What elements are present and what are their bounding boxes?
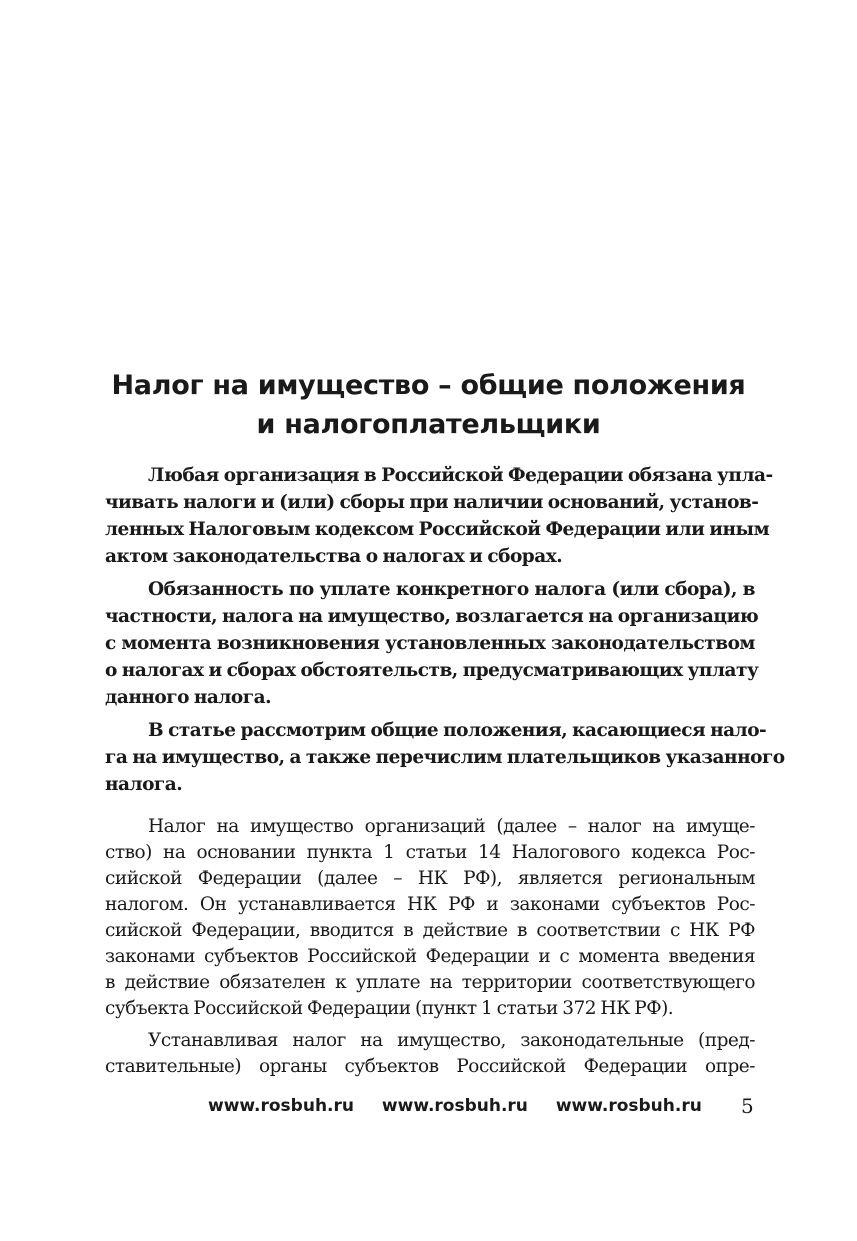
text-line: сийской Федерации, вводится в действие в соответствии с НК РФ [105,920,755,941]
text-line: ставительные) органы субъектов Российской Федерации опре- [105,1056,755,1077]
text-line: Устанавливая налог на имущество, законодательные (пред- [148,1030,755,1051]
lead-paragraph-3 [105,717,785,798]
article-title [100,366,757,444]
text-line: актом законодательства о налогах и сборах. [105,546,563,567]
article-title-line-2: и налогоплательщики [256,409,601,440]
body-section [105,814,755,1086]
text-line: в действие обязателен к уплате на территории соответствующего [105,972,755,993]
page-footer [0,1093,857,1119]
text-line: Налог на имущество организаций (далее – налог на имуще- [148,816,755,837]
footer-url: www.rosbuh.ru [555,1096,702,1116]
page-number: 5 [741,1094,754,1118]
text-line: с момента возникновения установленных законодательством [105,633,755,654]
text-line: Обязанность по уплате конкретного налога (или сбора), в [148,579,755,600]
text-line: о налогах и сборах обстоятельств, предусматривающих уплату [105,660,759,681]
text-line: ство) на основании пункта 1 статьи 14 Налогового кодекса Рос- [105,842,755,863]
text-line: законами субъектов Российской Федерации и с момента введения [105,946,755,967]
text-line: субъекта Российской Федерации (пункт 1 статьи 372 НК РФ). [105,998,674,1019]
lead-paragraph-2 [105,576,759,711]
text-line: В статье рассмотрим общие положения, касающиеся нало- [148,720,767,741]
footer-links [208,1093,724,1119]
article-title-line-1: Налог на имущество – общие положения [111,370,746,401]
text-line: чивать налоги и (или) сборы при наличии оснований, установ- [105,492,759,513]
footer-url: www.rosbuh.ru [381,1096,528,1116]
body-paragraph-2 [105,1028,755,1080]
text-line: данного налога. [105,687,272,708]
lead-paragraph-1 [105,462,773,570]
text-line: налогом. Он устанавливается НК РФ и законами субъектов Рос- [105,894,755,915]
text-line: налога. [105,774,183,795]
body-paragraph-1 [105,814,755,1022]
lead-section [105,462,785,804]
text-line: ленных Налоговым кодексом Российской Федерации или иным [105,519,770,540]
text-line: га на имущество, а также перечислим плательщиков указанного [105,747,785,768]
text-line: Любая организация в Российской Федерации обязана упла- [148,465,773,486]
text-line: частности, налога на имущество, возлагается на организацию [105,606,759,627]
text-line: сийской Федерации (далее – НК РФ), является региональным [105,868,755,889]
footer-url: www.rosbuh.ru [208,1096,354,1116]
